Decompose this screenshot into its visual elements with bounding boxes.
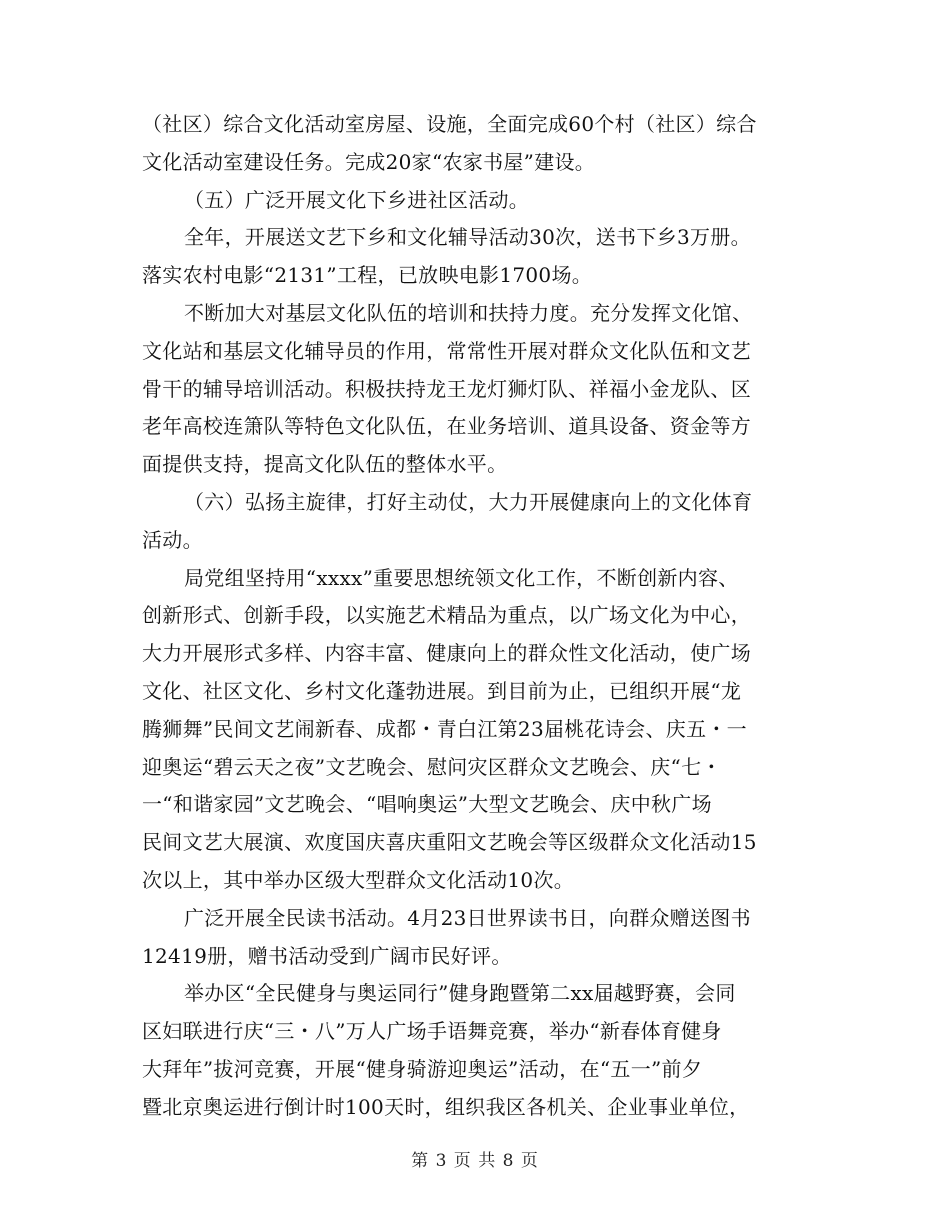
section-heading: （六）弘扬主旋律，打好主动仗，大力开展健康向上的文化体育 [184, 489, 753, 514]
text-line: 一“和谐家园”文艺晚会、“唱响奥运”大型文艺晚会、庆中秋广场 [142, 792, 712, 817]
text-line: 区妇联进行庆“三・八”万人广场手语舞竞赛，举办“新春体育健身 [142, 1019, 722, 1044]
text-line: 暨北京奥运进行倒计时100天时，组织我区各机关、企业事业单位， [142, 1094, 750, 1119]
text-line: 广泛开展全民读书活动。4月23日世界读书日，向群众赠送图书 [184, 905, 751, 930]
text-line: 举办区“全民健身与奥运同行”健身跑暨第二xx届越野赛，会同 [184, 981, 736, 1006]
text-line: 文化、社区文化、乡村文化蓬勃进展。到目前为止，已组织开展“龙 [142, 678, 742, 703]
text-line: 不断加大对基层文化队伍的培训和扶持力度。充分发挥文化馆、 [184, 300, 753, 325]
text-line: 落实农村电影“2131”工程，已放映电影1700场。 [142, 263, 593, 288]
text-line: 面提供支持，提高文化队伍的整体水平。 [142, 452, 508, 477]
text-line: 民间文艺大展演、欢度国庆喜庆重阳文艺晚会等区级群众文化活动15 [142, 830, 757, 855]
text-line: 迎奥运“碧云天之夜”文艺晚会、慰问灾区群众文艺晚会、庆“七・ [142, 754, 722, 779]
text-line: 12419册，赠书活动受到广阔市民好评。 [142, 943, 512, 968]
section-heading: （五）广泛开展文化下乡进社区活动。 [184, 187, 530, 212]
text-line: 全年，开展送文艺下乡和文化辅导活动30次，送书下乡3万册。 [184, 225, 751, 250]
page-footer: 第 3 页 共 8 页 [411, 1151, 539, 1171]
text-line: 腾狮舞”民间文艺闹新春、成都・青白江第23届桃花诗会、庆五・一 [142, 716, 747, 741]
text-line: 大力开展形式多样、内容丰富、健康向上的群众性文化活动，使广场 [142, 641, 751, 666]
text-line: 文化站和基层文化辅导员的作用，常常性开展对群众文化队伍和文艺 [142, 338, 751, 363]
text-line: 大拜年”拔河竞赛，开展“健身骑游迎奥运”活动，在“五一”前夕 [142, 1056, 703, 1081]
section-heading-continued: 活动。 [142, 527, 203, 552]
text-line: 老年高校连箫队等特色文化队伍，在业务培训、道具设备、资金等方 [142, 414, 751, 439]
text-line: 次以上，其中举办区级大型群众文化活动10次。 [142, 867, 575, 892]
text-line: 创新形式、创新手段，以实施艺术精品为重点，以广场文化为中心， [142, 603, 751, 628]
document-body [142, 106, 808, 1127]
text-line: 文化活动室建设任务。完成20家“农家书屋”建设。 [142, 149, 596, 174]
text-line: 骨干的辅导培训活动。积极扶持龙王龙灯狮灯队、祥福小金龙队、区 [142, 376, 751, 401]
text-line: 局党组坚持用“xxxx”重要思想统领文化工作，不断创新内容、 [184, 565, 739, 590]
text-line: （社区）综合文化活动室房屋、设施，全面完成60个村（社区）综合 [142, 112, 757, 136]
